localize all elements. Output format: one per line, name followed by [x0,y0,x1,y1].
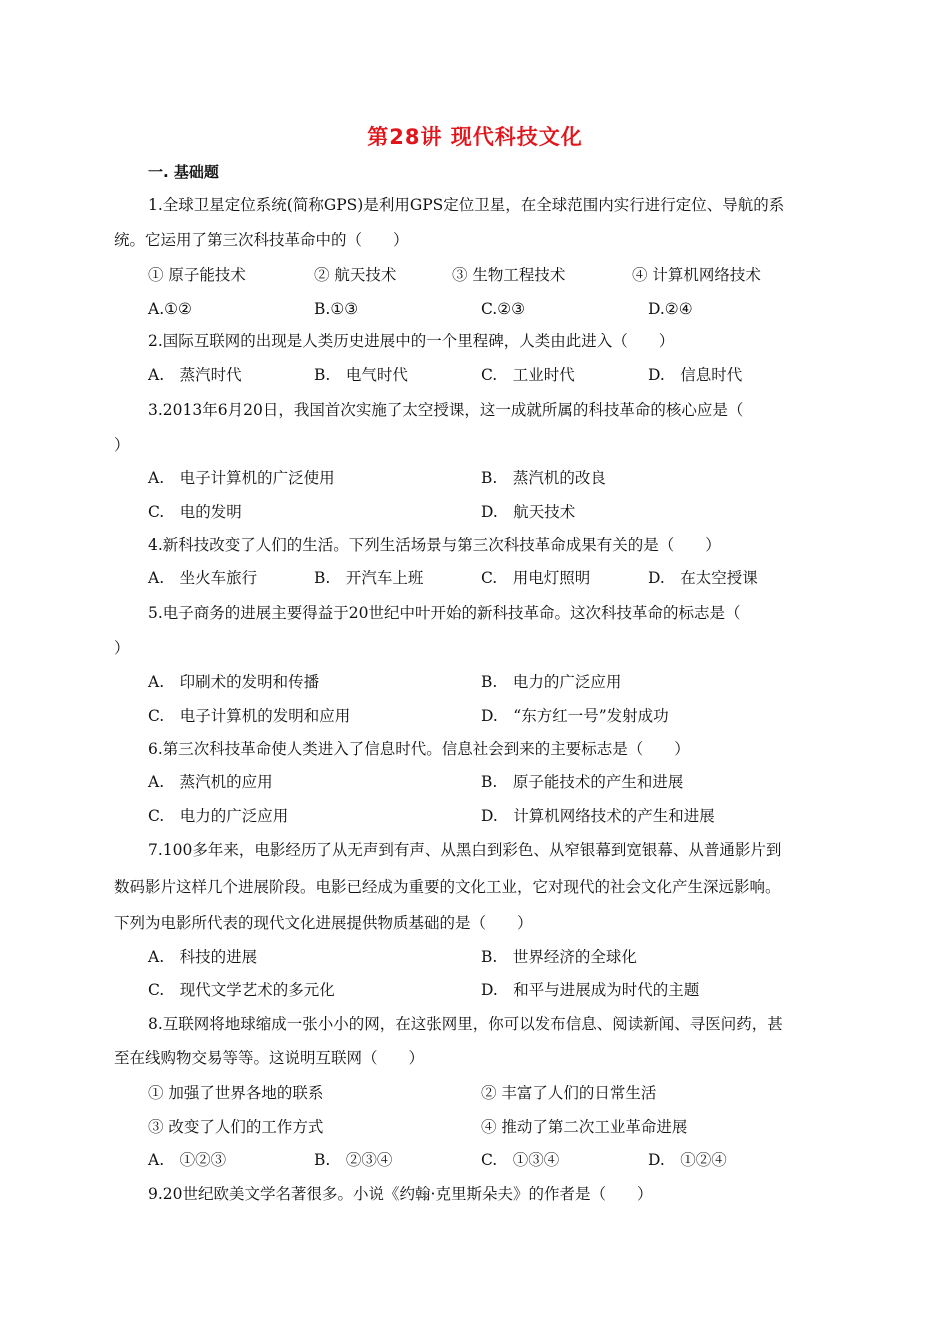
question-6-option-a: A. 蒸汽机的应用 [148,773,273,791]
question-1-option-c: C.②③ [481,300,526,318]
question-1-item-4: ④ 计算机网络技术 [632,266,761,284]
question-8-option-c: C. ①③④ [481,1151,560,1169]
question-7-option-b: B. 世界经济的全球化 [481,948,637,966]
question-5-option-c: C. 电子计算机的发明和应用 [148,707,351,725]
question-2-option-c: C. 工业时代 [481,366,575,384]
question-1-item-2: ② 航天技术 [314,266,397,284]
question-1-item-1: ① 原子能技术 [148,266,246,284]
question-4-option-c: C. 用电灯照明 [481,569,591,587]
question-3-option-c: C. 电的发明 [148,503,242,521]
question-3-line-2: ） [114,436,130,454]
question-1-option-d: D.②④ [648,300,693,318]
question-8-option-b: B. ②③④ [314,1151,393,1169]
question-1-item-3: ③ 生物工程技术 [452,266,566,284]
question-8-option-a: A. ①②③ [148,1151,227,1169]
section-heading: 一. 基础题 [148,163,219,181]
question-6-option-d: D. 计算机网络技术的产生和进展 [481,807,715,825]
question-3-line-1: 3.2013年6月20日，我国首次实施了太空授课，这一成就所属的科技革命的核心应是（ [148,401,744,419]
question-7-line-3: 下列为电影所代表的现代文化进展提供物质基础的是（ ） [114,914,533,932]
question-5-option-d: D. “东方红一号”发射成功 [481,707,669,725]
question-1-option-a: A.①② [148,300,192,318]
question-7-option-c: C. 现代文学艺术的多元化 [148,981,335,999]
question-8-item-1: ① 加强了世界各地的联系 [148,1084,324,1102]
question-8-item-2: ② 丰富了人们的日常生活 [481,1084,657,1102]
question-5-line-1: 5.电子商务的进展主要得益于20世纪中叶开始的新科技革命。这次科技革命的标志是（ [148,604,741,622]
question-8-item-3: ③ 改变了人们的工作方式 [148,1118,324,1136]
question-9-line-1: 9.20世纪欧美文学名著很多。小说《约翰·克里斯朵夫》的作者是（ ） [148,1185,653,1203]
question-4-option-a: A. 坐火车旅行 [148,569,258,587]
question-2-option-d: D. 信息时代 [648,366,743,384]
question-6-option-c: C. 电力的广泛应用 [148,807,289,825]
page-title: 第28讲 现代科技文化 [367,125,583,149]
question-8-item-4: ④ 推动了第二次工业革命进展 [481,1118,688,1136]
question-3-option-a: A. 电子计算机的广泛使用 [148,469,335,487]
question-8-line-1: 8.互联网将地球缩成一张小小的网，在这张网里，你可以发布信息、阅读新闻、寻医问药，甚 [148,1015,783,1033]
question-4-line-1: 4.新科技改变了人们的生活。下列生活场景与第三次科技革命成果有关的是（ ） [148,536,721,554]
question-6-option-b: B. 原子能技术的产生和进展 [481,773,684,791]
question-3-option-b: B. 蒸汽机的改良 [481,469,606,487]
question-2-option-a: A. 蒸汽时代 [148,366,242,384]
question-8-line-2: 至在线购物交易等等。这说明互联网（ ） [114,1049,425,1067]
question-4-option-d: D. 在太空授课 [648,569,758,587]
question-2-option-b: B. 电气时代 [314,366,408,384]
question-2-line-1: 2.国际互联网的出现是人类历史进展中的一个里程碑，人类由此进入（ ） [148,332,675,350]
question-1-line-2: 统。它运用了第三次科技革命中的（ ） [114,231,409,249]
question-7-line-1: 7.100多年来，电影经历了从无声到有声、从黑白到彩色、从窄银幕到宽银幕、从普通影片到 [148,841,782,859]
question-7-option-d: D. 和平与进展成为时代的主题 [481,981,700,999]
question-1-line-1: 1.全球卫星定位系统(简称GPS)是利用GPS定位卫星，在全球范围内实行进行定位、导航的系 [148,196,785,214]
question-7-option-a: A. 科技的进展 [148,948,258,966]
question-8-option-d: D. ①②④ [648,1151,727,1169]
question-6-line-1: 6.第三次科技革命使人类进入了信息时代。信息社会到来的主要标志是（ ） [148,740,690,758]
question-7-line-2: 数码影片这样几个进展阶段。电影已经成为重要的文化工业，它对现代的社会文化产生深远影响。 [114,878,781,896]
question-5-line-2: ） [114,639,130,657]
question-1-option-b: B.①③ [314,300,359,318]
question-3-option-d: D. 航天技术 [481,503,576,521]
question-4-option-b: B. 开汽车上班 [314,569,424,587]
question-5-option-a: A. 印刷术的发明和传播 [148,673,320,691]
question-5-option-b: B. 电力的广泛应用 [481,673,622,691]
